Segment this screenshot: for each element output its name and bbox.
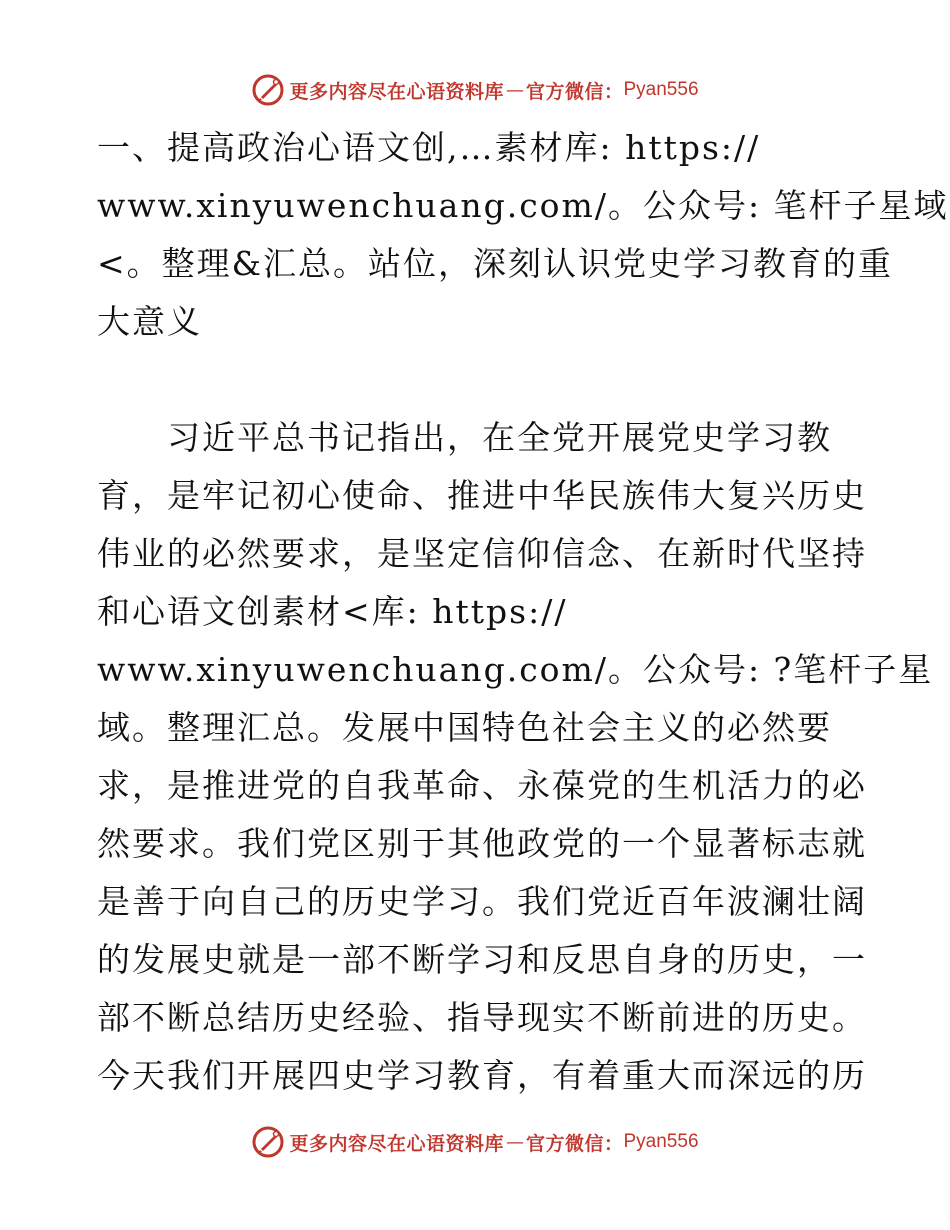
brand-logo-icon xyxy=(251,1125,285,1159)
header-banner xyxy=(0,70,950,110)
body-line: www.xinyuwenchuang.com/。公众号: ?笔杆子星 xyxy=(97,650,934,689)
banner-wechat-id: Pyan556 xyxy=(623,79,699,100)
body-blank-line xyxy=(97,351,849,409)
footer-banner xyxy=(0,1122,950,1162)
banner-wechat-label: 官方微信： xyxy=(525,1132,624,1155)
banner-dash: — xyxy=(505,1131,524,1153)
body-line: 求，是推进党的自我革命、永葆党的生机活力的必 xyxy=(97,766,867,805)
body-line: 和心语文创素材<库: https:// xyxy=(97,592,568,631)
body-line: 伟业的必然要求，是坚定信仰信念、在新时代坚持 xyxy=(97,534,867,573)
banner-wechat-label: 官方微信： xyxy=(525,80,624,103)
body-line: 然要求。我们党区别于其他政党的一个显著标志就 xyxy=(97,824,867,863)
body-line: 大意义 xyxy=(97,302,202,341)
body-line: 习近平总书记指出，在全党开展党史学习教 xyxy=(97,418,832,457)
brand-logo-icon xyxy=(251,73,285,107)
body-line: 部不断总结历史经验、指导现实不断前进的历史。 xyxy=(97,998,867,1037)
body-line: 域。整理汇总。发展中国特色社会主义的必然要 xyxy=(97,708,832,747)
banner-text: 更多内容尽在心语资料库 xyxy=(289,1132,504,1155)
banner-dash: — xyxy=(505,79,524,101)
body-line: 今天我们开展四史学习教育，有着重大而深远的历 xyxy=(97,1056,867,1095)
body-line: 一、提高政治心语文创,…素材库: https:// xyxy=(97,128,761,167)
body-line: www.xinyuwenchuang.com/。公众号: 笔杆子星域 xyxy=(97,186,949,225)
document-body xyxy=(97,119,949,1105)
body-line: 是善于向自己的历史学习。我们党近百年波澜壮阔 xyxy=(97,882,867,921)
banner-text: 更多内容尽在心语资料库 xyxy=(289,80,504,103)
banner-wechat-id: Pyan556 xyxy=(623,1131,699,1152)
body-line: <。整理&汇总。站位，深刻认识党史学习教育的重 xyxy=(97,244,894,283)
body-line: 育，是牢记初心使命、推进中华民族伟大复兴历史 xyxy=(97,476,867,515)
body-line: 的发展史就是一部不断学习和反思自身的历史，一 xyxy=(97,940,867,979)
